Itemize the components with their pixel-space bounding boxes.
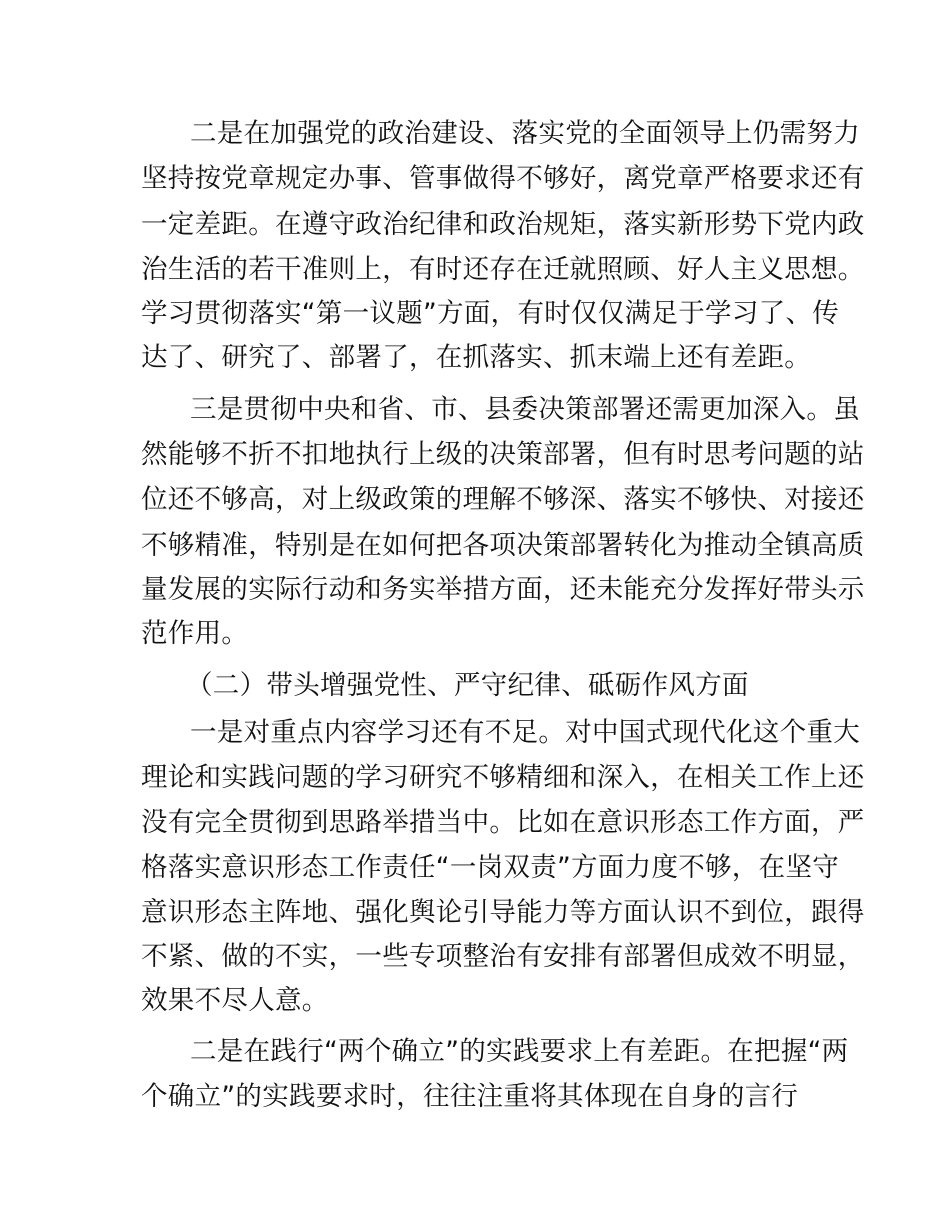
paragraph-1-line-5: 学习贯彻落实“第一议题”方面，有时仅仅满足于学习了、传 xyxy=(141,298,840,329)
paragraph-3-line-2: 理论和实践问题的学习研究不够精细和深入，在相关工作上还 xyxy=(141,762,865,793)
paragraph-3-line-7: 效果不尽人意。 xyxy=(141,985,329,1016)
paragraph-4-line-2: 个确立”的实践要求时，往往注重将其体现在自身的言行 xyxy=(141,1081,799,1112)
paragraph-2-line-2: 然能够不折不扣地执行上级的决策部署，但有时思考问题的站 xyxy=(141,439,865,470)
paragraph-3-line-5: 意识形态主阵地、强化舆论引导能力等方面认识不到位，跟得 xyxy=(141,897,865,928)
paragraph-2-line-5: 量发展的实际行动和务实举措方面，还未能充分发挥好带头示 xyxy=(141,574,865,605)
paragraph-1-line-1: 二是在加强党的政治建设、落实党的全面领导上仍需努力 xyxy=(190,118,860,149)
paragraph-2-line-6: 范作用。 xyxy=(141,618,249,649)
paragraph-3-line-4: 格落实意识形态工作责任“一岗双责”方面力度不够，在坚守 xyxy=(141,852,840,883)
section-heading: （二）带头增强党性、严守纪律、砥砺作风方面 xyxy=(186,670,749,701)
paragraph-1-line-4: 治生活的若干准则上，有时还存在迁就照顾、好人主义思想。 xyxy=(141,254,865,285)
paragraph-3-line-3: 没有完全贯彻到思路举措当中。比如在意识形态工作方面，严 xyxy=(141,807,865,838)
paragraph-3-line-6: 不紧、做的不实，一些专项整治有安排有部署但成效不明显， xyxy=(141,941,865,972)
paragraph-2-line-1: 三是贯彻中央和省、市、县委决策部署还需更加深入。虽 xyxy=(190,394,860,425)
paragraph-1-line-2: 坚持按党章规定办事、管事做得不够好，离党章严格要求还有 xyxy=(141,163,865,194)
paragraph-2-line-4: 不够精准，特别是在如何把各项决策部署转化为推动全镇高质 xyxy=(141,530,865,561)
paragraph-4-line-1: 二是在践行“两个确立”的实践要求上有差距。在把握“两 xyxy=(190,1036,849,1067)
paragraph-3-line-1: 一是对重点内容学习还有不足。对中国式现代化这个重大 xyxy=(190,717,860,748)
paragraph-1-line-6: 达了、研究了、部署了，在抓落实、抓末端上还有差距。 xyxy=(141,342,811,373)
paragraph-1-line-3: 一定差距。在遵守政治纪律和政治规矩，落实新形势下党内政 xyxy=(141,209,865,240)
paragraph-2-line-3: 位还不够高，对上级政策的理解不够深、落实不够快、对接还 xyxy=(141,484,865,515)
